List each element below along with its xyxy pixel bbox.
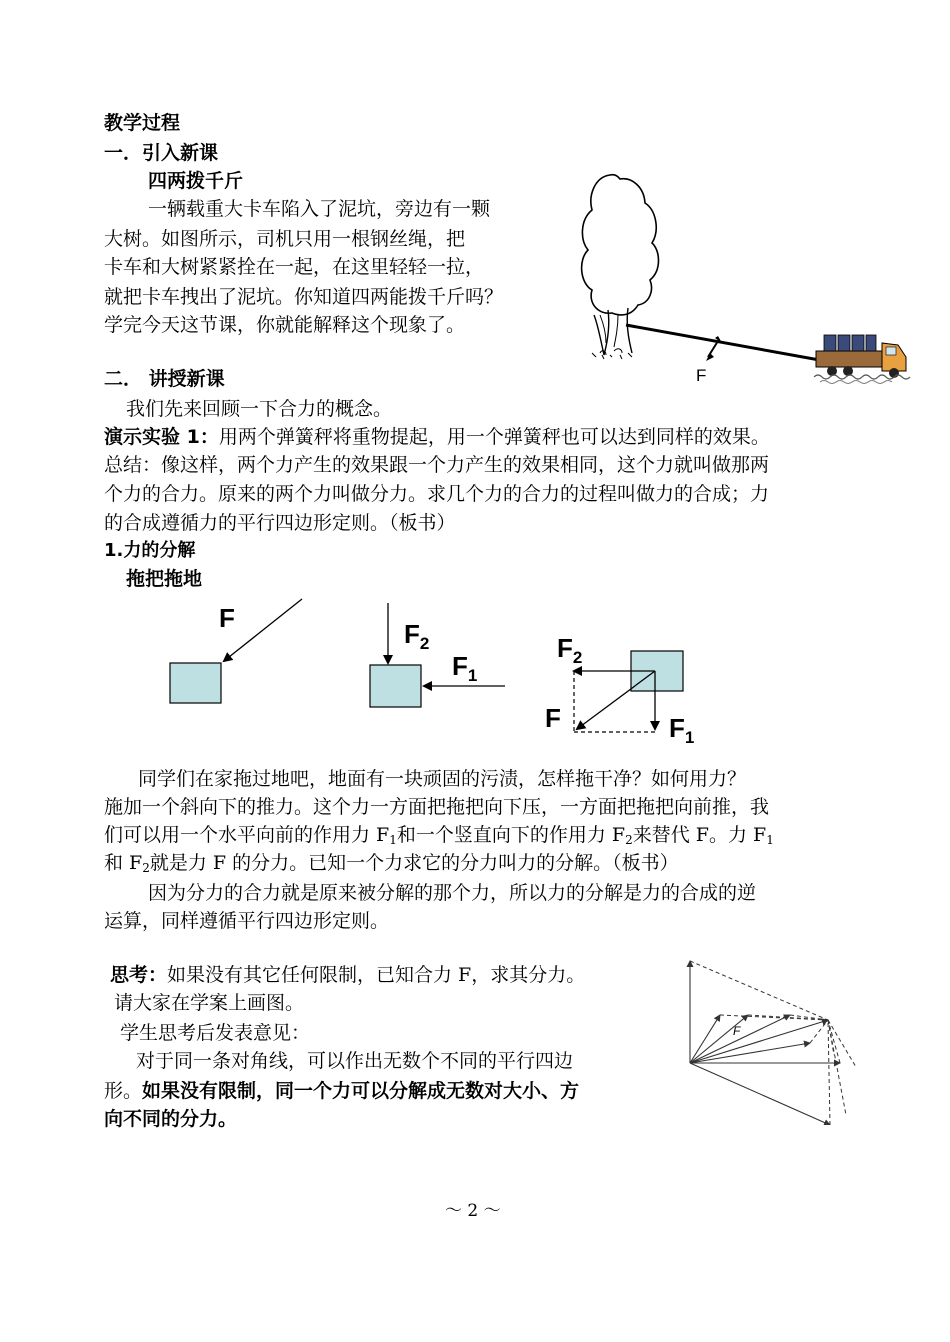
think-line: 学生思考后发表意见： xyxy=(120,1022,311,1044)
section1-line: 一辆载重大卡车陷入了泥坑，旁边有一颗 xyxy=(148,198,491,220)
section1-line: 学完今天这节课，你就能解释这个现象了。 xyxy=(104,314,466,336)
think-line: 向不同的分力。 xyxy=(104,1108,238,1130)
paragraph1-line: 同学们在家拖过地吧，地面有一块顽固的污渍，怎样拖干净？如何用力？ xyxy=(138,768,747,790)
page-heading: 教学过程 xyxy=(104,112,181,134)
section1-line: 就把卡车拽出了泥坑。你知道四两能拨千斤吗？ xyxy=(104,286,504,308)
multiple-parallelograms-figure xyxy=(660,945,890,1125)
block-1 xyxy=(170,663,221,703)
paragraph1-line: 和 $F_2$就是力 F 的分力。已知一个力求它的分力叫力的分解。（板书） xyxy=(104,852,679,875)
block-2 xyxy=(370,665,421,707)
section1-subtitle: 四两拨千斤 xyxy=(148,170,244,192)
summary-line: 总结：像这样，两个力产生的效果跟一个力产生的效果相同，这个力就叫做那两 xyxy=(104,454,770,476)
think-line: 请大家在学案上画图。 xyxy=(114,992,305,1014)
diagram3-label-f2: $F_2$ xyxy=(557,633,583,667)
think-line: 对于同一条对角线，可以作出无数个不同的平行四边 xyxy=(136,1050,574,1072)
diagram3-label-f: F xyxy=(545,703,561,733)
figure-f-label: F xyxy=(733,1024,741,1038)
think-line: 思考：如果没有其它任何限制，已知合力 F，求其分力。 xyxy=(110,964,586,986)
paragraph1-line: 施加一个斜向下的推力。这个力一方面把拖把向下压，一方面把拖把向前推，我 xyxy=(104,796,770,818)
demo-label: 演示实验 1： xyxy=(104,426,219,448)
rope-force-label: F xyxy=(696,366,707,385)
tree-truck-figure xyxy=(570,165,915,390)
subsection-example: 拖把拖地 xyxy=(126,568,203,590)
demo-text: 用两个弹簧秤将重物提起，用一个弹簧秤也可以达到同样的效果。 xyxy=(218,426,770,448)
section1-line: 大树。如图所示，司机只用一根钢丝绳，把 xyxy=(104,228,466,250)
diagram1-label-f: F xyxy=(219,603,235,633)
diagram2-label-f2: $F_2$ xyxy=(404,619,430,653)
section1-line: 卡车和大树紧紧拴在一起，在这里轻轻一拉， xyxy=(104,256,485,278)
diagram2-label-f1: $F_1$ xyxy=(452,651,478,685)
paragraph1-line: 们可以用一个水平向前的作用力 $F_1$和一个竖直向下的作用力 $F_2$来替代 F。力 $F_1$ xyxy=(104,824,774,847)
section1-title: 一．引入新课 xyxy=(104,142,219,164)
summary-line: 的合成遵循力的平行四边形定则。（板书） xyxy=(104,512,456,534)
force-f-arrow xyxy=(224,599,302,661)
paragraph2-line: 因为分力的合力就是原来被分解的那个力，所以力的分解是力的合成的逆 xyxy=(148,882,757,904)
think-line: 形。如果没有限制，同一个力可以分解成无数对大小、方 xyxy=(104,1080,580,1102)
section2-title: 二． 讲授新课 xyxy=(104,368,225,390)
resultant-f-arrow xyxy=(577,671,655,729)
paragraph2-line: 运算，同样遵循平行四边形定则。 xyxy=(104,910,390,932)
force-decomposition-diagrams xyxy=(160,595,720,755)
diagram3-label-f1: $F_1$ xyxy=(669,713,695,747)
page-number: ～ 2 ～ xyxy=(445,1201,501,1221)
demo-line xyxy=(104,424,770,450)
summary-line: 个力的合力。原来的两个力叫做分力。求几个力的合力的过程叫做力的合成；力 xyxy=(104,483,770,505)
section2-intro: 我们先来回顾一下合力的概念。 xyxy=(126,398,393,420)
subsection-title: 1.力的分解 xyxy=(104,540,196,561)
